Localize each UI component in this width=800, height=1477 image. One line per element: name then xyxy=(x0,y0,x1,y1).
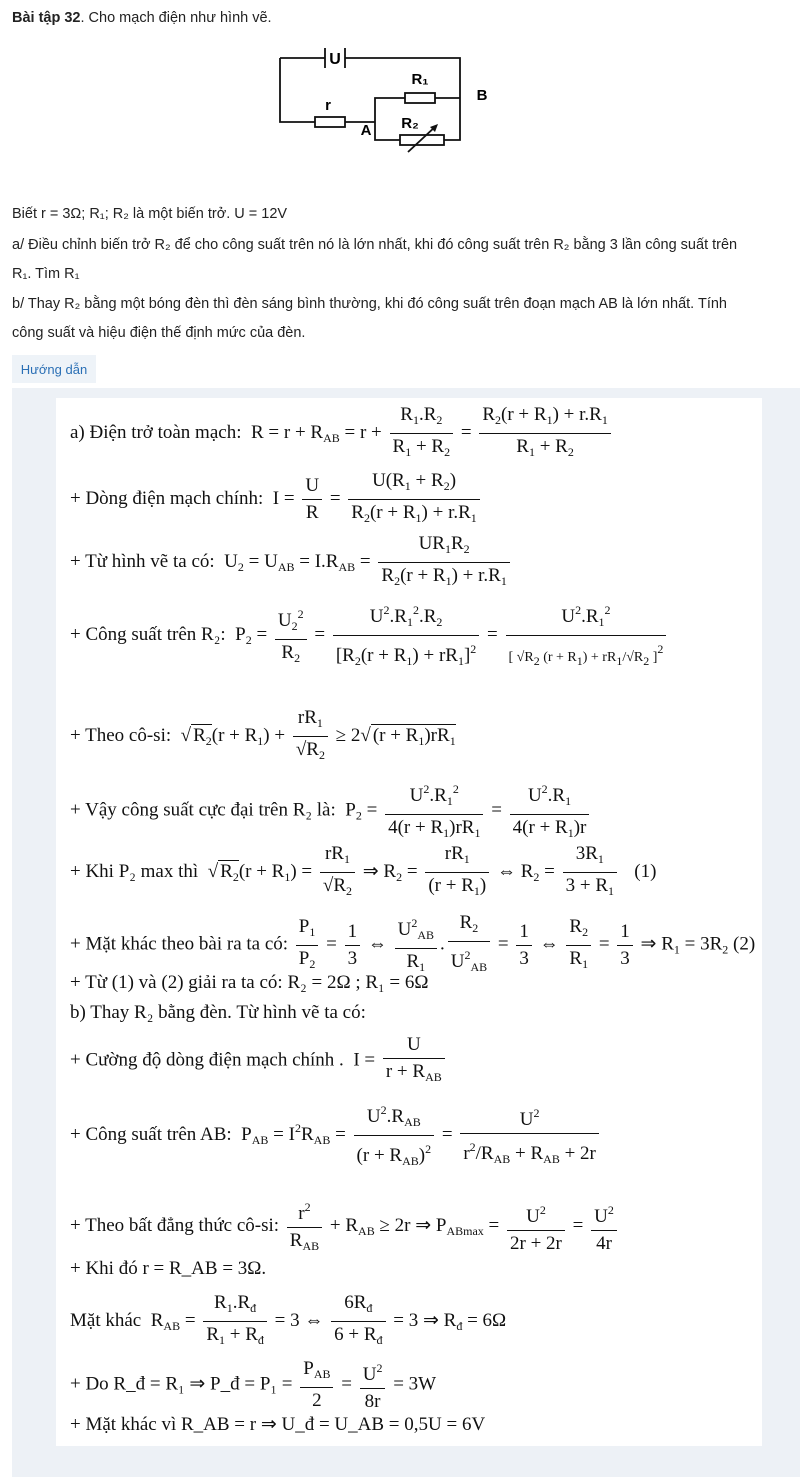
problem-given: Biết r = 3Ω; R₁; R₂ là một biến trở. U = 12V xyxy=(12,206,288,222)
problem-part-b-line2: công suất và hiệu điện thế định mức của đèn. xyxy=(12,325,306,341)
hint-button[interactable]: Hướng dẫn xyxy=(12,355,96,383)
problem-part-b-line1: b/ Thay R₂ bằng một bóng đèn thì đèn sáng bình thường, khi đó công suất trên đoạn mạch AB là lớn nhất. Tính xyxy=(12,296,727,312)
step-16-label: + Do R_đ = R₁ ⇒ P_đ = P₁ = xyxy=(70,1373,293,1395)
problem-label: Bài tập 32 xyxy=(12,10,81,26)
circuit-label-u: U xyxy=(329,51,341,68)
solution-step-3: + Từ hình vẽ ta có: $U_2 = U_{AB} = I.R_{AB}$ = $\frac{UR_1R_2}{R_2(r + R_1) + r.R_1}$ xyxy=(70,531,513,594)
solution-step-17: + Mặt khác vì R_AB = r ⇒ U_đ = U_AB = 0,5U = 6V xyxy=(70,1414,486,1435)
step-7-label: + Khi P₂ max thì xyxy=(70,860,199,882)
circuit-label-b: B xyxy=(476,87,488,104)
problem-title xyxy=(12,8,788,28)
solution-step-10: b) Thay R₂ bằng đèn. Từ hình vẽ ta có: xyxy=(70,1002,366,1023)
step-3-label: + Từ hình vẽ ta có: xyxy=(70,550,215,572)
solution-step-5: + Theo cô-si: √ $R_2(r + R_1)$ + $\frac{rR_1}{√R_2}$ ≥ 2√ $(r + R_1)rR_1$ xyxy=(70,707,456,762)
step-13-label: + Theo bất đẳng thức cô-si: xyxy=(70,1214,280,1236)
problem-part-a-line2: R₁. Tìm R₁ xyxy=(12,266,80,282)
step-4-label: + Công suất trên R₂: xyxy=(70,623,226,645)
solution-step-11: + Cường độ dòng điện mạch chính . I = $\frac{U}{r + R_{AB}}$ xyxy=(70,1032,448,1090)
step-5-label: + Theo cô-si: xyxy=(70,724,172,746)
circuit-label-r2: R₂ xyxy=(401,115,419,132)
solution-step-4: + Công suất trên R₂: $P_2$ = $\frac{U_2^2}{R_2}$ = $\frac{U^2.R_1^2.R_2}{[R_2(r + R_1) + rR_1]^2}$ = $\frac{U^2.R_1^2}{[ √R2 (r + R1) + rR1/√R2 ]2}$ xyxy=(70,597,669,674)
solution-step-8: + Mặt khác theo bài ra ta có: $\frac{P_1}{P_2}$ = $\frac{1}{3}$ ⇔ $\frac{U^2_{AB}}{R_1}$ . $\frac{R_2}{U^2_{AB}}$ = $\frac{1}{3}$ ⇔ $\frac{R_2}{R_1}$ = $\frac{1}{3}$ ⇒ $R_1 = 3R_2$ (2) xyxy=(70,912,756,974)
circuit-label-a: A xyxy=(360,122,372,139)
solution-step-13: + Theo bất đẳng thức cô-si: $\frac{r^2}{R_{AB}}$ + $R_{AB} \ge 2r$ ⇒ $P_{ABmax}$ = $\frac{U^2}{2r + 2r}$ = $\frac{U^2}{4r}$ xyxy=(70,1194,620,1259)
solution-step-7: + Khi P₂ max thì √ $R_2(r + R_1)$ = $\frac{rR_1}{√R_2}$ ⇒ $R_2$ = $\frac{rR_1}{(r + R_1)}$ ⇔ $R_2$ = $\frac{3R_1}{3 + R_1}$ (1) xyxy=(70,843,657,898)
step-8-label: + Mặt khác theo bài ra ta có: xyxy=(70,933,289,955)
solution-step-16: + Do R_đ = R₁ ⇒ P_đ = P₁ = $\frac{P_{AB}}{2}$ = $\frac{U^2}{8r}$ = 3W xyxy=(70,1355,436,1415)
problem-part-a-line1: a/ Điều chỉnh biến trở R₂ để cho công suất trên nó là lớn nhất, khi đó công suất trên R₂ bằng 3 lần công suất trên xyxy=(12,237,738,253)
circuit-label-r: r xyxy=(325,97,331,114)
step-6-label: + Vậy công suất cực đại trên R₂ là: xyxy=(70,799,336,821)
circuit-label-r1: R₁ xyxy=(411,71,429,88)
solution-step-15: Mặt khác $R_{AB}$ = $\frac{R_1.R_đ}{R_1 + R_đ}$ = 3 ⇔ $\frac{6R_đ}{6 + R_đ}$ = 3 ⇒ $R_đ = 6\Omega$ xyxy=(70,1292,507,1347)
step-2-label: + Dòng điện mạch chính: xyxy=(70,487,264,509)
step-11-label: + Cường độ dòng điện mạch chính . xyxy=(70,1049,344,1071)
solution-step-14: + Khi đó r = R_AB = 3Ω. xyxy=(70,1258,267,1279)
circuit-diagram xyxy=(270,40,530,170)
solution-step-9: + Từ (1) và (2) giải ra ta có: R₂ = 2Ω ; R₁ = 6Ω xyxy=(70,972,429,993)
solution-step-2: + Dòng điện mạch chính: I = $\frac{U}{R}$ = $\frac{U(R_1 + R_2)}{R_2(r + R_1) + r.R_1}$ xyxy=(70,468,483,531)
solution-step-12: + Công suất trên AB: $P_{AB} = I^2R_{AB}$ = $\frac{U^2.R_{AB}}{(r + R_{AB})^2}$ = $\frac{U^2}{r^2/R_{AB} + R_{AB} + 2r}$ xyxy=(70,1097,602,1174)
solution-step-1: a) Điện trở toàn mạch: $R = r + R_{AB} = r$ + $\frac{R_1.R_2}{R_1 + R_2}$ = $\frac{R_2(r + R_1) + r.R_1}{R_1 + R_2}$ xyxy=(70,402,614,465)
step-1-label: a) Điện trở toàn mạch: xyxy=(70,421,242,443)
step-12-label: + Công suất trên AB: xyxy=(70,1123,232,1145)
problem-title-text: . Cho mạch điện như hình vẽ. xyxy=(80,10,272,26)
step-15-label: Mặt khác xyxy=(70,1309,142,1331)
solution-step-6: + Vậy công suất cực đại trên R₂ là: $P_2$ = $\frac{U^2.R_1^2}{4(r + R_1)rR_1}$ = $\frac{U^2.R_1}{4(r + R_1)r}$ xyxy=(70,776,592,846)
